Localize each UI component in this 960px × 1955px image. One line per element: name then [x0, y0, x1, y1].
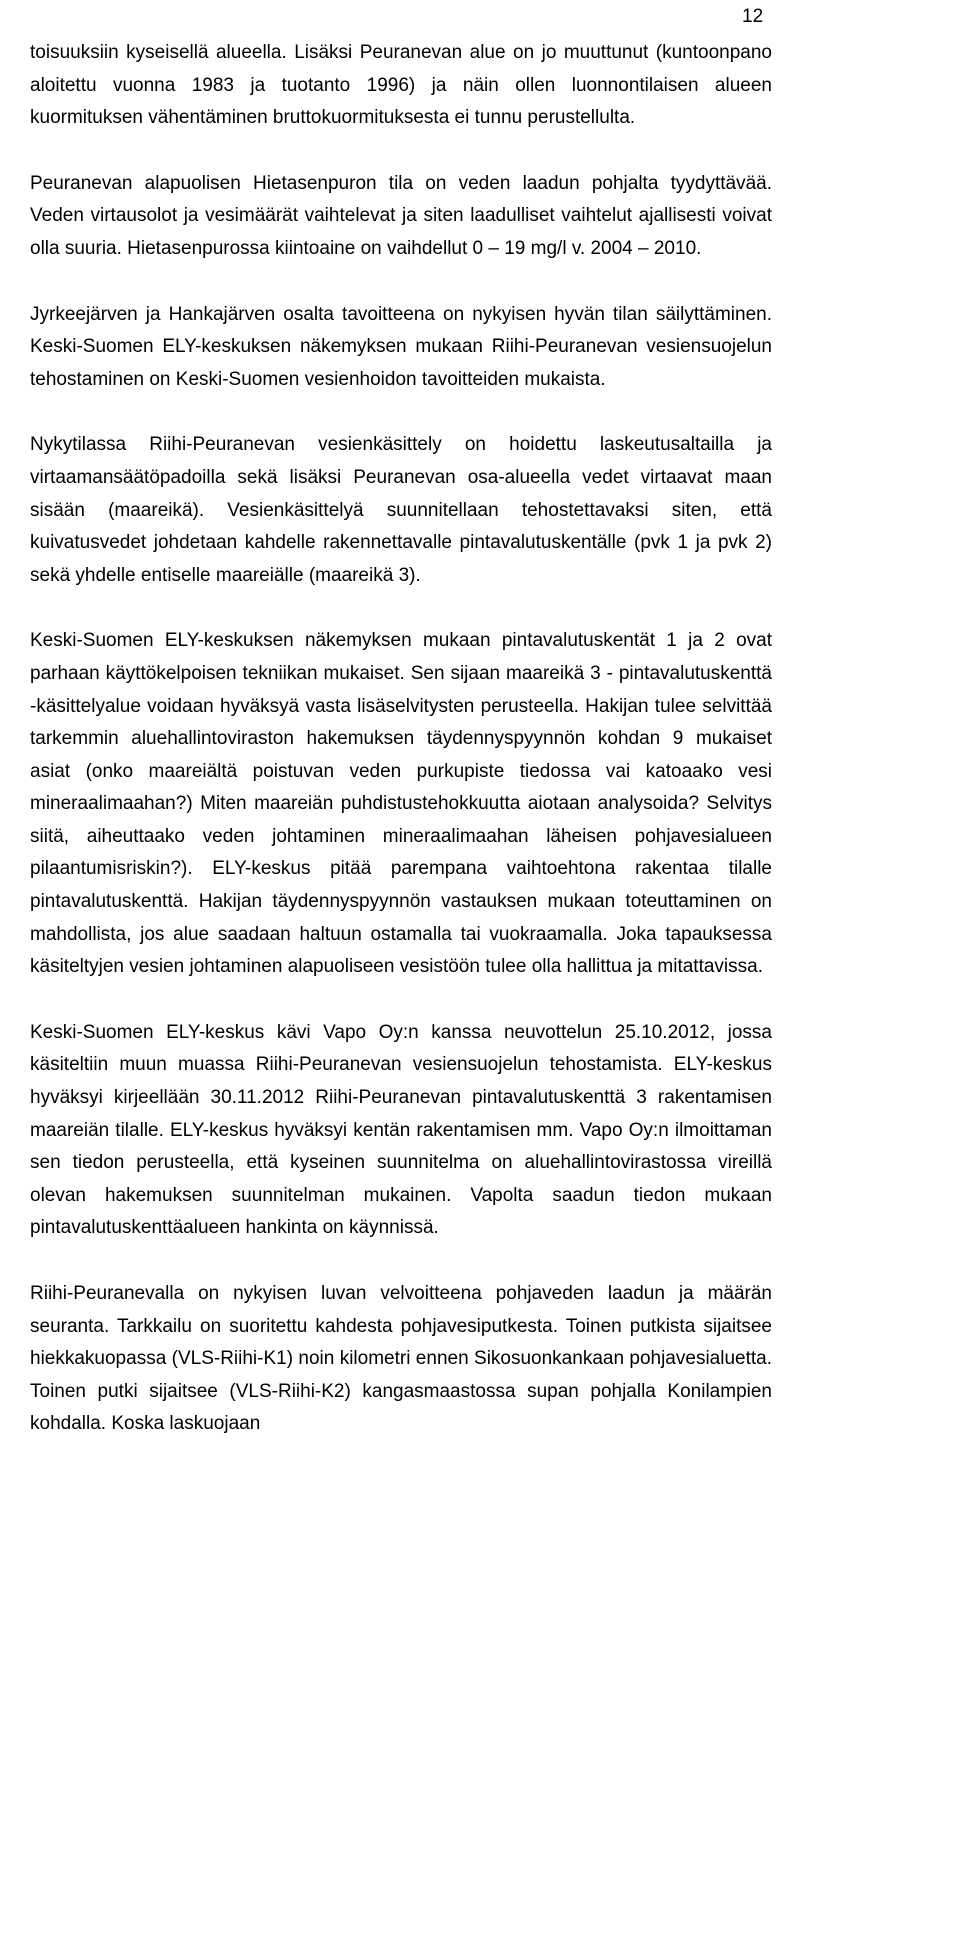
document-body	[30, 37, 772, 1441]
paragraph-groundwater-monitoring: Riihi-Peuranevalla on nykyisen luvan velvoitteena pohjaveden laadun ja määrän seuranta. Tarkkailu on suoritettu kahdesta pohjavesiputkesta. Toinen putkista sijaitsee hiekkakuopassa (VLS-Riihi-K1) noin kilometri ennen Sikosuonkankaan pohjavesialuetta. Toinen putki sijaitsee (VLS-Riihi-K2) kangasmaastossa supan pohjalla Konilampien kohdalla. Koska laskuojaan	[30, 1283, 772, 1435]
page-number: 12	[742, 6, 764, 27]
paragraph-hietasenpuro: Peuranevan alapuolisen Hietasenpuron tila on veden laadun pohjalta tyydyttävää. Veden virtausolot ja vesimäärät vaihtelevat ja siten laadulliset vaihtelut ajallisesti voivat olla suuria. Hietasenpurossa kiintoaine on vaihdellut 0 – 19 mg/l v. 2004 – 2010.	[30, 172, 772, 259]
paragraph-ely-negotiation: Keski-Suomen ELY-keskus kävi Vapo Oy:n kanssa neuvottelun 25.10.2012, jossa käsiteltiin muun muassa Riihi-Peuranevan vesiensuojelun tehostamista. ELY-keskus hyväksyi kirjeellään 30.11.2012 Riihi-Peuranevan pintavalutuskenttä 3 rakentamisen maareiän tilalle. ELY-keskus hyväksyi kentän rakentamisen mm. Vapo Oy:n ilmoittaman sen tiedon perusteella, että kyseinen suunnitelma on aluehallintovirastossa vireillä olevan hakemuksen suunnitelman mukainen. Vapolta saadun tiedon mukaan pintavalutuskenttäalueen hankinta on käynnissä.	[30, 1021, 772, 1239]
paragraph-water-treatment: Nykytilassa Riihi-Peuranevan vesienkäsittely on hoidettu laskeutusaltailla ja virtaamansäätöpadoilla sekä lisäksi Peuranevan osa-alueella vedet virtaavat maan sisään (maareikä). Vesienkäsittelyä suunnitellaan tehostettavaksi siten, että kuivatusvedet johdetaan kahdelle rakennettavalle pintavalutuskentälle (pvk 1 ja pvk 2) sekä yhdelle entiselle maareiälle (maareikä 3).	[30, 434, 772, 586]
paragraph-continuation-peuraneva: toisuuksiin kyseisellä alueella. Lisäksi Peuranevan alue on jo muuttunut (kuntoonpano aloitettu vuonna 1983 ja tuotanto 1996) ja näin ollen luonnontilaisen alueen kuormituksen vähentäminen bruttokuormituksesta ei tunnu perustellulta.	[30, 42, 772, 129]
paragraph-jyrkeejarvi-hankajarvi: Jyrkeejärven ja Hankajärven osalta tavoitteena on nykyisen hyvän tilan säilyttäminen. Keski-Suomen ELY-keskuksen näkemyksen mukaan Riihi-Peuranevan vesiensuojelun tehostaminen on Keski-Suomen vesienhoidon tavoitteiden mukaista.	[30, 303, 772, 390]
paragraph-ely-assessment: Keski-Suomen ELY-keskuksen näkemyksen mukaan pintavalutuskentät 1 ja 2 ovat parhaan käyttökelpoisen tekniikan mukaiset. Sen sijaan maareikä 3 - pintavalutuskenttä -käsittelyalue voidaan hyväksyä vasta lisäselvitysten perusteella. Hakijan tulee selvittää tarkemmin aluehallintoviraston hakemuksen täydennyspyynnön kohdan 9 mukaiset asiat (onko maareiältä poistuvan veden purkupiste tiedossa vai katoaako vesi mineraalimaahan?) Miten maareiän puhdistustehokkuutta aiotaan analysoida? Selvitys siitä, aiheuttaako veden johtaminen mineraalimaahan läheisen pohjavesialueen pilaantumisriskin?). ELY-keskus pitää parempana vaihtoehtona rakentaa tilalle pintavalutuskenttä. Hakijan täydennyspyynnön vastauksen mukaan toteuttaminen on mahdollista, jos alue saadaan haltuun ostamalla tai vuokraamalla. Joka tapauksessa käsiteltyjen vesien johtaminen alapuoliseen vesistöön tulee olla hallittua ja mitattavissa.	[30, 630, 772, 978]
